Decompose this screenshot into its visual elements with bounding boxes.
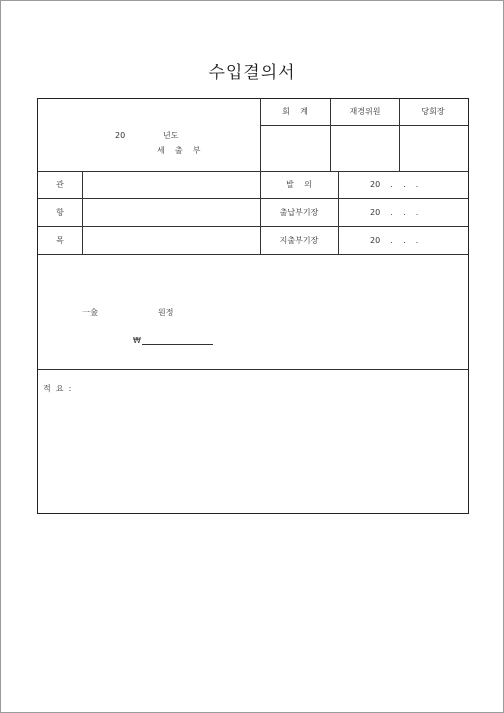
- approval-chairman: 당회장: [421, 107, 445, 116]
- label-column-divider: [82, 171, 83, 254]
- header-bottom-line: [38, 171, 468, 172]
- row-label-mok: 목: [56, 236, 64, 245]
- row-line-1: [38, 198, 468, 199]
- amount-underline: [142, 344, 213, 345]
- approval-finance-committee: 재경위원: [349, 107, 381, 116]
- remarks-label: 적 요 :: [43, 384, 72, 393]
- row-date-2: 20 . . .: [370, 208, 419, 217]
- row-right-label-cashbook: 출납부기장: [279, 208, 319, 217]
- row-right-label-proposal: 발 의: [286, 180, 312, 189]
- row-right-label-expense-book: 지출부기장: [279, 236, 319, 245]
- year-prefix: 20: [115, 131, 126, 140]
- row-line-3: [38, 254, 468, 255]
- row-line-2: [38, 226, 468, 227]
- row-label-hang: 항: [56, 208, 64, 217]
- row-date-3: 20 . . .: [370, 236, 419, 245]
- approval-header-line: [260, 125, 468, 126]
- approval-divider-2: [399, 99, 400, 171]
- document-title: 수입결의서: [208, 63, 296, 83]
- row-date-1: 20 . . .: [370, 180, 419, 189]
- approval-divider-1: [330, 99, 331, 171]
- division-label: 세 출 부: [157, 146, 201, 155]
- currency-symbol: ₩: [133, 336, 141, 345]
- date-column-divider: [338, 171, 339, 254]
- approval-accounting: 회 계: [282, 107, 308, 116]
- year-suffix: 년도: [163, 131, 179, 140]
- amount-suffix: 원정: [158, 308, 174, 317]
- receipt-resolution-form: [37, 98, 469, 514]
- amount-prefix: 一金: [82, 308, 98, 317]
- amount-bottom-line: [38, 369, 468, 370]
- main-divider: [260, 99, 261, 254]
- row-label-gwan: 관: [56, 180, 64, 189]
